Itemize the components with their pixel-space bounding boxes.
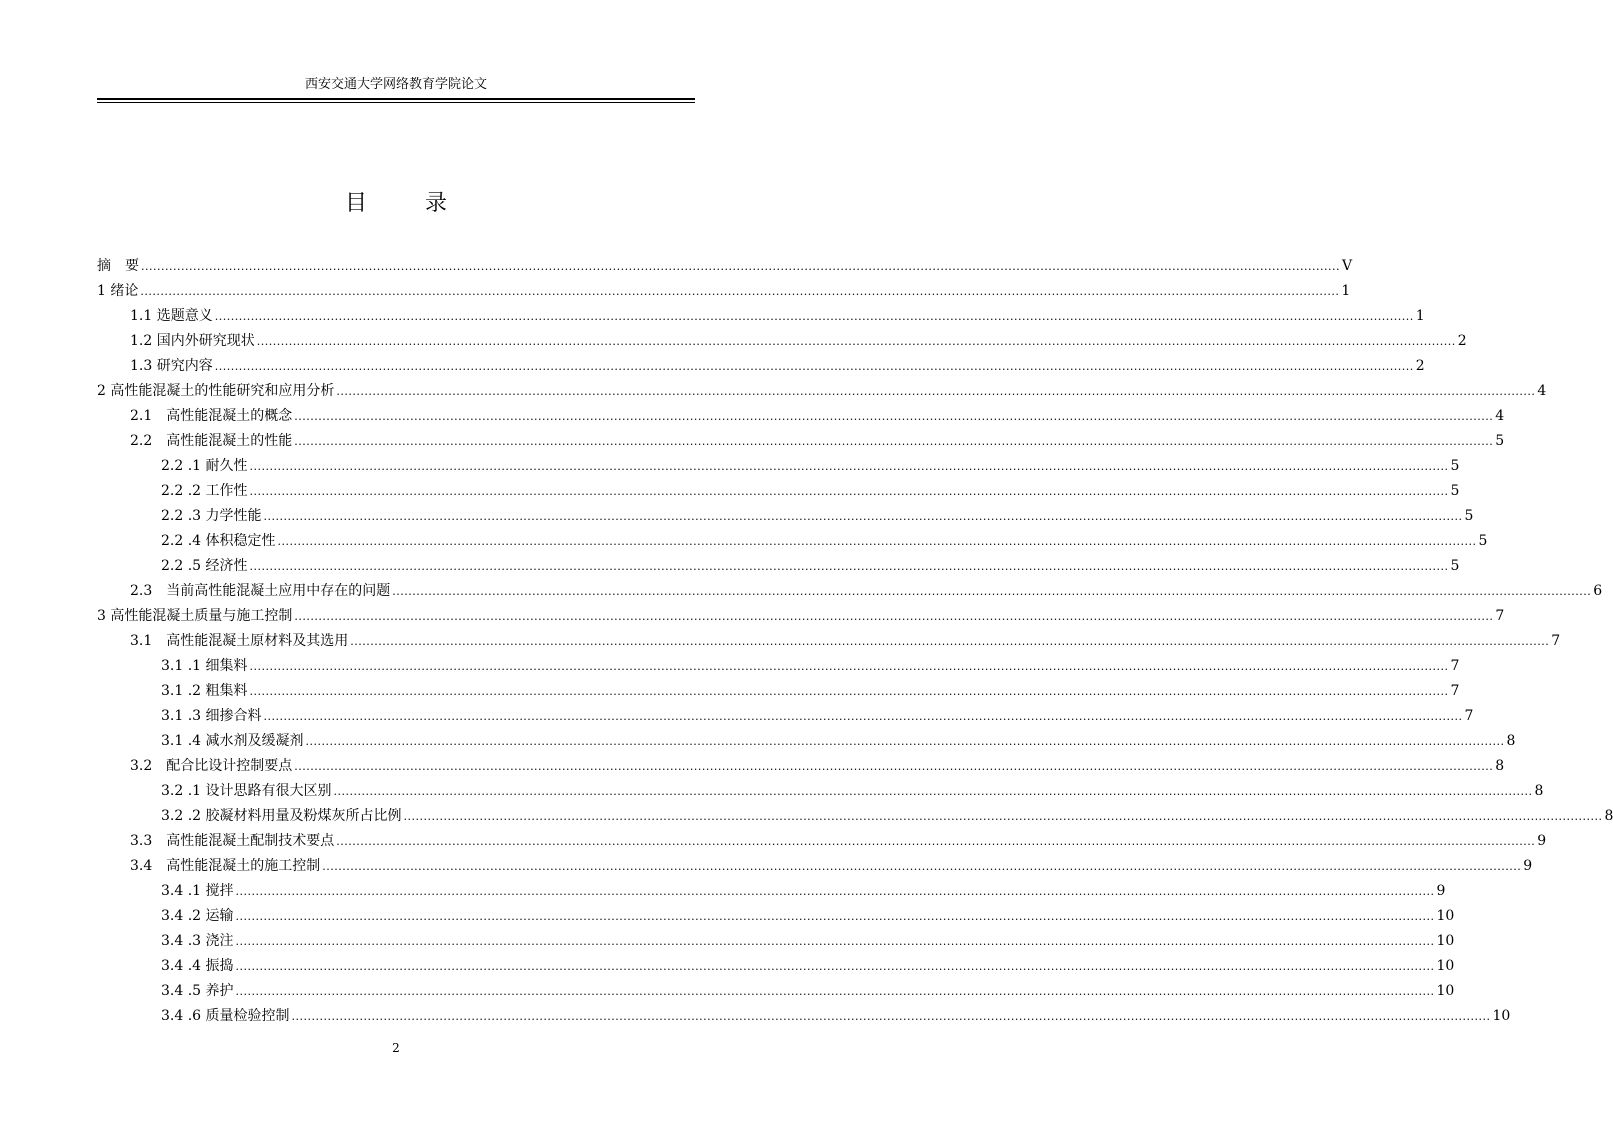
toc-entry[interactable] [97,731,1516,751]
toc-entry-page: 10 [1436,958,1455,974]
toc-entry-page: 5 [1495,433,1505,449]
toc-leader-dots: ............................................................................................................................................................................................................................................................................................................ [294,410,1494,423]
toc-leader-dots: ............................................................................................................................................................................................................................................................................................................ [263,710,1463,723]
toc-entry-text: 3.4 .1 搅拌 [161,883,234,899]
running-header: 西安交通大学网络教育学院论文 [304,77,487,92]
toc-leader-dots: ............................................................................................................................................................................................................................................................................................................ [403,810,1603,823]
toc-entry-page: 7 [1464,708,1474,724]
toc-entry[interactable] [97,356,1425,376]
toc-entry-text: 2.2 .4 体积稳定性 [161,533,276,549]
toc-entry-text: 3.4 .6 质量检验控制 [161,1008,290,1024]
toc-entry-text: 2.2 高性能混凝土的性能 [130,433,293,449]
toc-entry-page: 7 [1450,658,1460,674]
toc-entry[interactable] [97,331,1467,351]
toc-entry[interactable] [97,856,1533,876]
toc-entry[interactable] [97,881,1446,901]
toc-entry-page: 2 [1415,358,1425,374]
toc-entry[interactable] [97,906,1455,926]
toc-entry-text: 3.1 .4 减水剂及缓凝剂 [161,733,304,749]
toc-entry[interactable] [97,306,1425,326]
toc-entry-page: 10 [1436,933,1455,949]
toc-entry[interactable] [97,681,1460,701]
toc-entry-text: 3.2 .2 胶凝材料用量及粉煤灰所占比例 [161,808,402,824]
toc-entry-page: 7 [1551,633,1561,649]
toc-entry-page: 8 [1495,758,1505,774]
toc-entry-text: 2.1 高性能混凝土的概念 [130,408,293,424]
toc-entry-text: 3.1 .1 细集料 [161,658,248,674]
toc-entry[interactable] [97,556,1460,576]
toc-leader-dots: ............................................................................................................................................................................................................................................................................................................ [235,910,1435,923]
toc-entry-text: 2.2 .1 耐久性 [161,458,248,474]
toc-entry-text: 1 绪论 [97,283,139,299]
toc-entry[interactable] [97,781,1544,801]
toc-entry-page: 9 [1537,833,1547,849]
toc-entry-page: V [1341,258,1353,274]
toc-title: 目 录 [344,191,465,216]
toc-leader-dots: ............................................................................................................................................................................................................................................................................................................ [235,935,1435,948]
toc-entry-text: 2 高性能混凝土的性能研究和应用分析 [97,383,335,399]
toc-entry-page: 9 [1523,858,1533,874]
toc-entry[interactable] [97,656,1460,676]
toc-entry[interactable] [97,256,1353,276]
toc-entry-text: 3.2 .1 设计思路有很大区别 [161,783,332,799]
toc-leader-dots: ............................................................................................................................................................................................................................................................................................................ [235,960,1435,973]
toc-entry-page: 10 [1436,908,1455,924]
toc-leader-dots: ............................................................................................................................................................................................................................................................................................................ [336,385,1536,398]
toc-leader-dots: ............................................................................................................................................................................................................................................................................................................ [322,860,1522,873]
toc-entry[interactable] [97,481,1460,501]
toc-entry[interactable] [97,406,1505,426]
toc-entry[interactable] [97,531,1488,551]
toc-entry[interactable] [97,931,1455,951]
toc-leader-dots: ............................................................................................................................................................................................................................................................................................................ [277,535,1477,548]
toc-entry-page: 8 [1534,783,1544,799]
toc-entry-text: 1.1 选题意义 [130,308,213,324]
toc-leader-dots: ............................................................................................................................................................................................................................................................................................................ [140,285,1340,298]
toc-entry-text: 3.4 高性能混凝土的施工控制 [130,858,321,874]
toc-entry[interactable] [97,281,1351,301]
toc-entry-page: 5 [1450,558,1460,574]
toc-entry-page: 6 [1593,583,1603,599]
toc-leader-dots: ............................................................................................................................................................................................................................................................................................................ [350,635,1550,648]
toc-entry-text: 3 高性能混凝土质量与施工控制 [97,608,293,624]
toc-leader-dots: ............................................................................................................................................................................................................................................................................................................ [294,610,1494,623]
toc-leader-dots: ............................................................................................................................................................................................................................................................................................................ [249,485,1449,498]
toc-entry-page: 5 [1464,508,1474,524]
toc-leader-dots: ............................................................................................................................................................................................................................................................................................................ [392,585,1592,598]
toc-leader-dots: ............................................................................................................................................................................................................................................................................................................ [249,560,1449,573]
toc-leader-dots: ............................................................................................................................................................................................................................................................................................................ [305,735,1505,748]
toc-entry-page: 2 [1457,333,1467,349]
header-rule-thin [97,102,695,103]
toc-entry-page: 10 [1492,1008,1511,1024]
toc-entry[interactable] [97,581,1603,601]
toc-entry-text: 3.2 配合比设计控制要点 [130,758,293,774]
toc-entry-text: 3.4 .2 运输 [161,908,234,924]
toc-entry-page: 8 [1506,733,1516,749]
toc-entry-page: 7 [1495,608,1505,624]
toc-entry-text: 2.2 .3 力学性能 [161,508,262,524]
toc-entry[interactable] [97,506,1474,526]
toc-entry[interactable] [97,456,1460,476]
toc-entry-page: 1 [1341,283,1351,299]
toc-entry-text: 2.3 当前高性能混凝土应用中存在的问题 [130,583,391,599]
toc-leader-dots: ............................................................................................................................................................................................................................................................................................................ [263,510,1463,523]
toc-entry[interactable] [97,956,1455,976]
toc-entry[interactable] [97,981,1455,1001]
toc-entry-page: 7 [1450,683,1460,699]
toc-entry[interactable] [97,756,1505,776]
toc-entry-page: 9 [1436,883,1446,899]
header-rule-thick [97,98,695,100]
toc-entry-text: 3.1 .3 细掺合料 [161,708,262,724]
toc-entry-page: 8 [1604,808,1613,824]
toc-leader-dots: ............................................................................................................................................................................................................................................................................................................ [235,885,1435,898]
toc-entry[interactable] [97,806,1613,826]
toc-entry-text: 3.4 .5 养护 [161,983,234,999]
toc-leader-dots: ............................................................................................................................................................................................................................................................................................................ [214,360,1414,373]
toc-leader-dots: ............................................................................................................................................................................................................................................................................................................ [336,835,1536,848]
toc-entry-text: 3.4 .3 浇注 [161,933,234,949]
toc-entry[interactable] [97,606,1505,626]
toc-entry-text: 3.1 .2 粗集料 [161,683,248,699]
toc-entry-page: 5 [1450,483,1460,499]
toc-entry-text: 摘 要 [97,258,139,274]
toc-leader-dots: ............................................................................................................................................................................................................................................................................................................ [294,760,1494,773]
page-number: 2 [392,1041,400,1055]
toc-leader-dots: ............................................................................................................................................................................................................................................................................................................ [256,335,1456,348]
toc-entry-page: 4 [1537,383,1547,399]
toc-entry-text: 3.1 高性能混凝土原材料及其选用 [130,633,349,649]
toc-entry-page: 4 [1495,408,1505,424]
toc-entry[interactable] [97,631,1561,651]
toc-entry-page: 5 [1450,458,1460,474]
toc-leader-dots: ............................................................................................................................................................................................................................................................................................................ [214,310,1414,323]
toc-entry-text: 2.2 .2 工作性 [161,483,248,499]
toc-leader-dots: ............................................................................................................................................................................................................................................................................................................ [333,785,1533,798]
toc-entry-page: 1 [1415,308,1425,324]
toc-leader-dots: ............................................................................................................................................................................................................................................................................................................ [249,460,1449,473]
toc-entry[interactable] [97,831,1547,851]
toc-leader-dots: ............................................................................................................................................................................................................................................................................................................ [294,435,1494,448]
toc-entry-text: 1.2 国内外研究现状 [130,333,255,349]
toc-entry[interactable] [97,1006,1511,1026]
toc-leader-dots: ............................................................................................................................................................................................................................................................................................................ [141,260,1340,273]
toc-entry-text: 3.4 .4 振捣 [161,958,234,974]
toc-entry-text: 1.3 研究内容 [130,358,213,374]
toc-entry[interactable] [97,431,1505,451]
toc-entry-page: 10 [1436,983,1455,999]
toc-entry-text: 3.3 高性能混凝土配制技术要点 [130,833,335,849]
toc-leader-dots: ............................................................................................................................................................................................................................................................................................................ [291,1010,1491,1023]
toc-entry[interactable] [97,381,1547,401]
toc-entry[interactable] [97,706,1474,726]
toc-entry-text: 2.2 .5 经济性 [161,558,248,574]
toc-entry-page: 5 [1478,533,1488,549]
toc-leader-dots: ............................................................................................................................................................................................................................................................................................................ [235,985,1435,998]
toc-leader-dots: ............................................................................................................................................................................................................................................................................................................ [249,685,1449,698]
toc-leader-dots: ............................................................................................................................................................................................................................................................................................................ [249,660,1449,673]
